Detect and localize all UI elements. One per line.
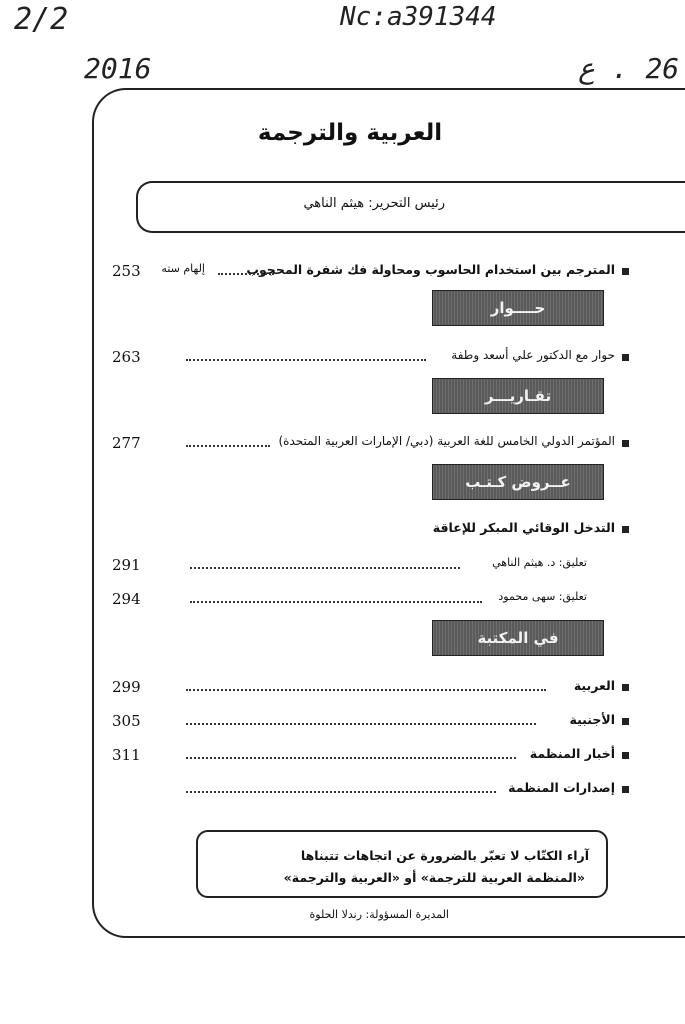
disclaimer-line-1: آراء الكتّاب لا تعبّر بالضرورة عن اتجاهات تتبناها — [300, 848, 589, 863]
page-number: 294 — [112, 590, 141, 608]
bullet-icon — [622, 786, 629, 793]
bullet-icon — [622, 752, 629, 759]
toc-entry-title: المؤتمر الدولي الخامس للغة العربية (دبي/ الإمارات العربية المتحدة) — [278, 434, 615, 448]
section-label: تقـاريـــر — [484, 387, 552, 405]
disclaimer-line-2: «المنظمة العربية للترجمة» أو «العربية والترجمة» — [283, 870, 585, 885]
toc-entry-author: إلهام سته — [161, 262, 205, 275]
dot-leader — [186, 723, 536, 725]
bullet-icon — [622, 354, 629, 361]
review-author: تعليق: د. هيثم الناهي — [492, 556, 587, 569]
editor-in-chief: رئيس التحرير: هيثم الناهي — [303, 196, 445, 211]
toc-entry-title: الأجنبية — [569, 712, 615, 727]
section-label: حــــوار — [490, 299, 546, 317]
page-number: 305 — [112, 712, 141, 730]
toc-entry-arabic[interactable] — [0, 678, 685, 698]
toc-entry-translator-computer[interactable] — [0, 262, 685, 282]
toc-entry-title: العربية — [573, 678, 615, 693]
page-number: 311 — [112, 746, 141, 764]
toc-entry-interview[interactable] — [0, 348, 685, 368]
toc-entry-title: المترجم بين استخدام الحاسوب ومحاولة فك شفرة المحجوب — [246, 262, 615, 277]
bullet-icon — [622, 268, 629, 275]
handwritten-issue-number: 26 . ع — [578, 52, 680, 85]
page-number: 253 — [112, 262, 141, 280]
toc-entry-review-1[interactable] — [0, 556, 685, 576]
toc-entry-title: إصدارات المنظمة — [508, 780, 615, 795]
section-banner-dialogue — [432, 290, 604, 326]
dot-leader — [190, 567, 460, 569]
section-banner-reports — [432, 378, 604, 414]
handwritten-page-count: 2/2 — [14, 2, 69, 37]
toc-entry-title: حوار مع الدكتور علي أسعد وطفة — [451, 348, 615, 362]
toc-entry-title: التدخل الوقائي المبكر للإعاقة — [432, 520, 615, 535]
page-number: 263 — [112, 348, 141, 366]
section-label: في المكتبة — [477, 629, 559, 647]
dot-leader — [186, 689, 546, 691]
toc-entry-org-publications[interactable] — [0, 780, 685, 800]
handwritten-year: 2016 — [84, 52, 152, 85]
bullet-icon — [622, 684, 629, 691]
toc-entry-foreign[interactable] — [0, 712, 685, 732]
dot-leader — [186, 757, 516, 759]
dot-leader — [186, 359, 426, 361]
dot-leader — [186, 445, 270, 447]
toc-entry-early-intervention[interactable] — [0, 520, 685, 540]
toc-entry-review-2[interactable] — [0, 590, 685, 610]
bullet-icon — [622, 440, 629, 447]
bullet-icon — [622, 526, 629, 533]
handwritten-call-number: Nc:a391344 — [340, 2, 497, 32]
toc-entry-conference[interactable] — [0, 434, 685, 454]
section-label: عــروض كـتـب — [465, 473, 571, 491]
disclaimer-box — [196, 830, 608, 898]
dot-leader — [218, 273, 274, 275]
dot-leader — [190, 601, 482, 603]
page-number: 277 — [112, 434, 141, 452]
managing-director: المديرة المسؤولة: رندلا الحلوة — [309, 908, 449, 921]
toc-entry-org-news[interactable] — [0, 746, 685, 766]
section-banner-library — [432, 620, 604, 656]
toc-entry-title: أخبار المنظمة — [529, 746, 615, 761]
page-number: 291 — [112, 556, 141, 574]
section-banner-book-reviews — [432, 464, 604, 500]
page-number: 299 — [112, 678, 141, 696]
bullet-icon — [622, 718, 629, 725]
journal-title: العربية والترجمة — [257, 120, 443, 146]
review-author: تعليق: سهى محمود — [498, 590, 587, 603]
dot-leader — [186, 791, 496, 793]
